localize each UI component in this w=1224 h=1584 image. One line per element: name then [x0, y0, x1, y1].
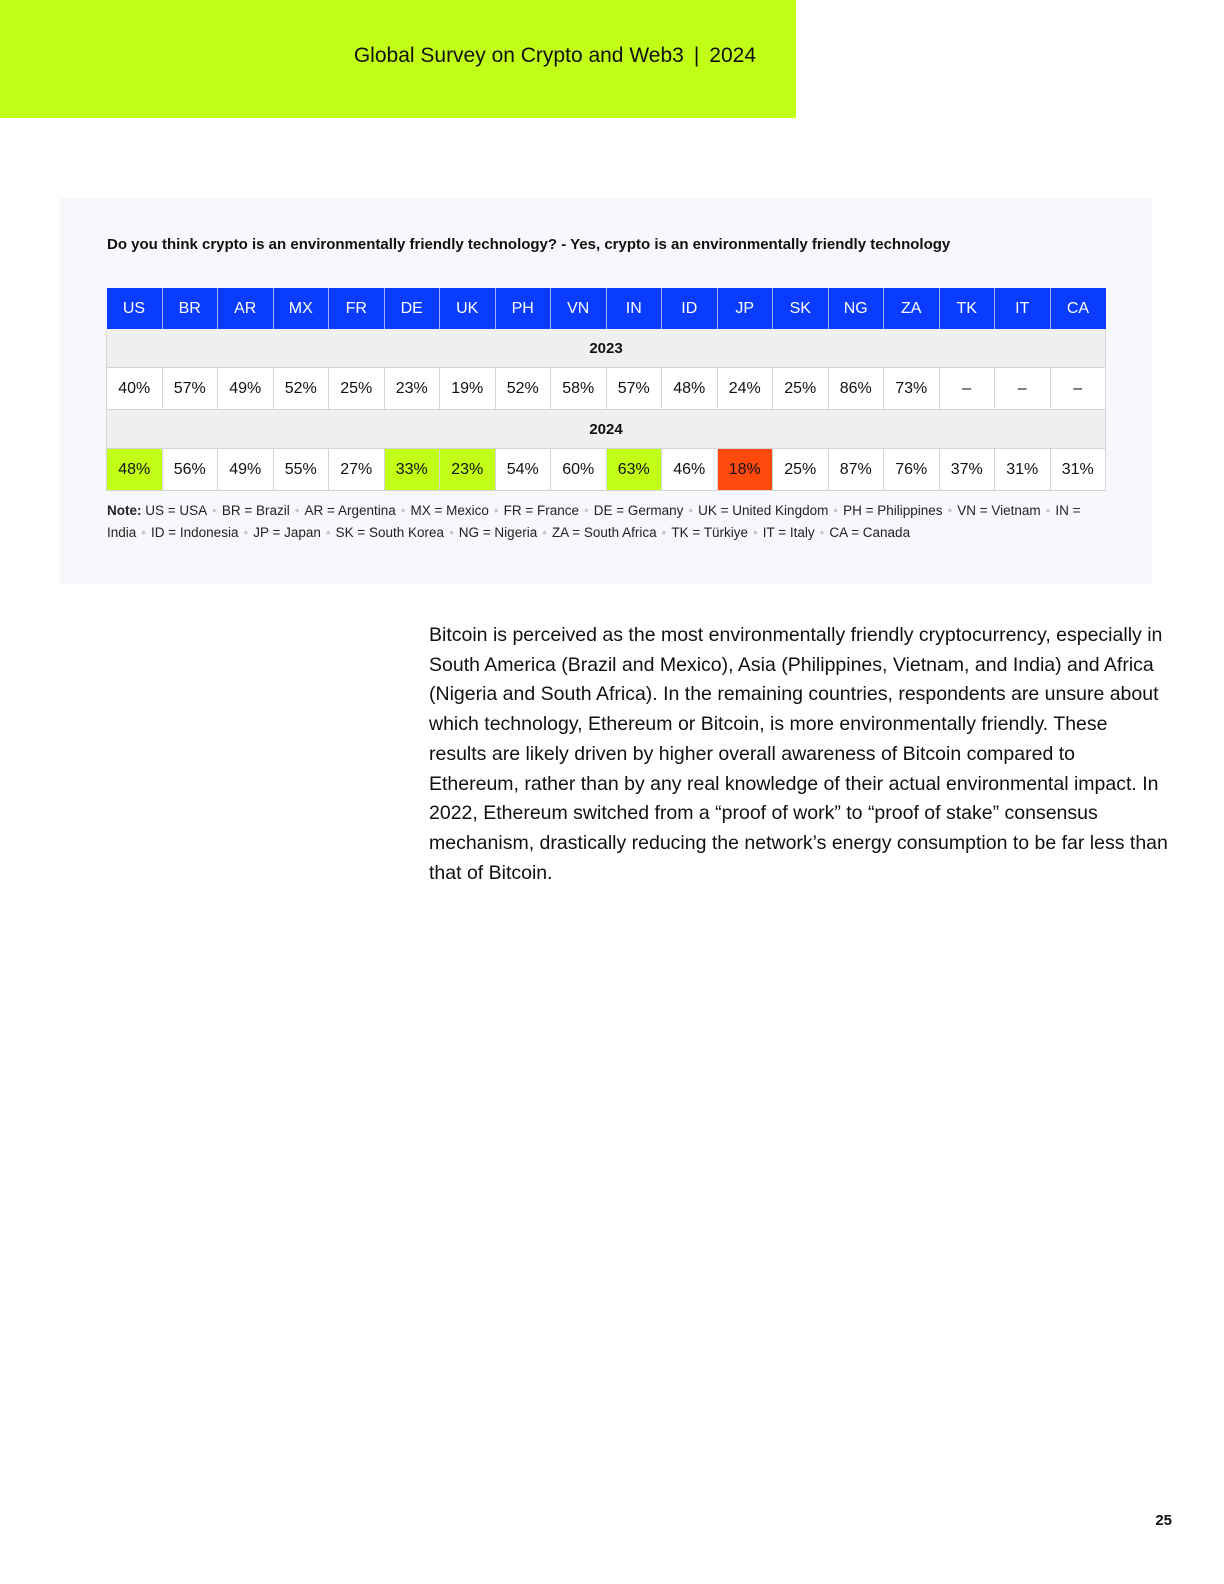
- value-cell-sk: 25%: [773, 368, 829, 410]
- body-paragraph: Bitcoin is perceived as the most environmentally friendly cryptocurrency, especially in South America (Brazil and Mexico), Asia (Philippines, Vietnam, and India) and Africa (Nigeria and South Africa). In the remaining countries, respondents are unsure about which technology, Ethereum or Bitcoin, is more environmentally friendly. These results are likely driven by higher overall awareness of Bitcoin compared to Ethereum, rather than by any real knowledge of their actual environmental impact. In 2022, Ethereum switched from a “proof of work” to “proof of stake” consensus mechanism, drastically reducing the network’s energy consumption to be far less than that of Bitcoin.: [429, 624, 1168, 884]
- value-cell-jp: 24%: [717, 368, 773, 410]
- value-cell-fr: 27%: [329, 449, 385, 491]
- survey-year: 2024: [709, 44, 756, 67]
- value-cell-za: 73%: [884, 368, 940, 410]
- country-header-row: [107, 288, 1106, 329]
- value-cell-tk: –: [939, 368, 995, 410]
- value-cell-uk: 19%: [440, 368, 496, 410]
- note-item: PH = Philippines: [843, 503, 943, 518]
- value-cell-mx: 52%: [273, 368, 329, 410]
- value-cell-it: –: [995, 368, 1051, 410]
- column-header-us: US: [107, 288, 163, 329]
- value-cell-fr: 25%: [329, 368, 385, 410]
- survey-question: Do you think crypto is an environmentally friendly technology? - Yes, crypto is an environmentally friendly technology: [107, 236, 951, 253]
- note-item: FR = France: [503, 503, 580, 518]
- note-item: IN = India: [107, 503, 1081, 540]
- column-header-it: IT: [995, 288, 1051, 329]
- value-cell-de: 23%: [384, 368, 440, 410]
- note-item: CA = Canada: [829, 525, 911, 540]
- note-item: MX = Mexico: [410, 503, 489, 518]
- value-cell-de: 33%: [384, 449, 440, 491]
- column-header-sk: SK: [773, 288, 829, 329]
- column-header-tk: TK: [939, 288, 995, 329]
- column-header-fr: FR: [329, 288, 385, 329]
- note-item: DE = Germany: [593, 503, 684, 518]
- note-item: BR = Brazil: [221, 503, 290, 518]
- bullet-separator: •: [141, 525, 147, 540]
- column-header-br: BR: [162, 288, 218, 329]
- column-header-ph: PH: [495, 288, 551, 329]
- value-cell-ph: 54%: [495, 449, 551, 491]
- value-cell-jp: 18%: [717, 449, 773, 491]
- bullet-separator: •: [325, 525, 331, 540]
- value-cell-ng: 86%: [828, 368, 884, 410]
- value-cell-ca: 31%: [1050, 449, 1106, 491]
- results-table: [106, 288, 1106, 491]
- note-item: VN = Vietnam: [957, 503, 1041, 518]
- survey-title: Global Survey on Crypto and Web3: [353, 44, 684, 67]
- value-cell-sk: 25%: [773, 449, 829, 491]
- bullet-separator: •: [947, 503, 953, 518]
- note-item: TK = Türkiye: [671, 525, 749, 540]
- note-item: AR = Argentina: [304, 503, 396, 518]
- year-label: 2023: [107, 329, 1106, 368]
- bullet-separator: •: [833, 503, 839, 518]
- column-header-jp: JP: [717, 288, 773, 329]
- year-label: 2024: [107, 410, 1106, 449]
- value-cell-tk: 37%: [939, 449, 995, 491]
- column-header-mx: MX: [273, 288, 329, 329]
- value-cell-vn: 58%: [551, 368, 607, 410]
- bullet-separator: •: [1045, 503, 1051, 518]
- bullet-separator: •: [688, 503, 694, 518]
- value-cell-br: 56%: [162, 449, 218, 491]
- column-header-za: ZA: [884, 288, 940, 329]
- bullet-separator: •: [584, 503, 589, 518]
- values-row-2024: [107, 449, 1106, 491]
- value-cell-uk: 23%: [440, 449, 496, 491]
- column-header-vn: VN: [551, 288, 607, 329]
- note-label: Note:: [107, 503, 142, 518]
- value-cell-in: 57%: [606, 368, 662, 410]
- header-band: [0, 0, 796, 118]
- value-cell-us: 48%: [107, 449, 163, 491]
- year-row-2024: [107, 410, 1106, 449]
- note-item: ZA = South Africa: [551, 525, 657, 540]
- value-cell-ng: 87%: [828, 449, 884, 491]
- document-title: [354, 44, 756, 68]
- bullet-separator: •: [212, 503, 217, 518]
- column-header-de: DE: [384, 288, 440, 329]
- bullet-separator: •: [542, 525, 547, 540]
- values-row-2023: [107, 368, 1106, 410]
- value-cell-in: 63%: [606, 449, 662, 491]
- bullet-separator: •: [449, 525, 454, 540]
- note-item: IT = Italy: [762, 525, 815, 540]
- country-abbreviations-note: [107, 500, 1107, 544]
- note-item: JP = Japan: [253, 525, 321, 540]
- value-cell-br: 57%: [162, 368, 218, 410]
- note-item: NG = Nigeria: [458, 525, 538, 540]
- value-cell-us: 40%: [107, 368, 163, 410]
- value-cell-za: 76%: [884, 449, 940, 491]
- value-cell-it: 31%: [995, 449, 1051, 491]
- bullet-separator: •: [661, 525, 667, 540]
- column-header-ca: CA: [1050, 288, 1106, 329]
- bullet-separator: •: [400, 503, 406, 518]
- value-cell-vn: 60%: [551, 449, 607, 491]
- column-header-id: ID: [662, 288, 718, 329]
- bullet-separator: •: [819, 525, 825, 540]
- survey-panel: [60, 198, 1152, 584]
- value-cell-ca: –: [1050, 368, 1106, 410]
- note-item: ID = Indonesia: [151, 525, 239, 540]
- note-item: SK = South Korea: [335, 525, 445, 540]
- note-item: US = USA: [145, 503, 208, 518]
- bullet-separator: •: [294, 503, 300, 518]
- bullet-separator: •: [493, 503, 499, 518]
- column-header-uk: UK: [440, 288, 496, 329]
- value-cell-ph: 52%: [495, 368, 551, 410]
- bullet-separator: •: [753, 525, 758, 540]
- value-cell-ar: 49%: [218, 368, 274, 410]
- column-header-ng: NG: [828, 288, 884, 329]
- note-item: UK = United Kingdom: [698, 503, 829, 518]
- value-cell-mx: 55%: [273, 449, 329, 491]
- column-header-in: IN: [606, 288, 662, 329]
- column-header-ar: AR: [218, 288, 274, 329]
- bullet-separator: •: [243, 525, 249, 540]
- title-separator: |: [693, 44, 700, 67]
- value-cell-id: 46%: [662, 449, 718, 491]
- page-number: 25: [1155, 1512, 1172, 1529]
- year-row-2023: [107, 329, 1106, 368]
- value-cell-id: 48%: [662, 368, 718, 410]
- value-cell-ar: 49%: [218, 449, 274, 491]
